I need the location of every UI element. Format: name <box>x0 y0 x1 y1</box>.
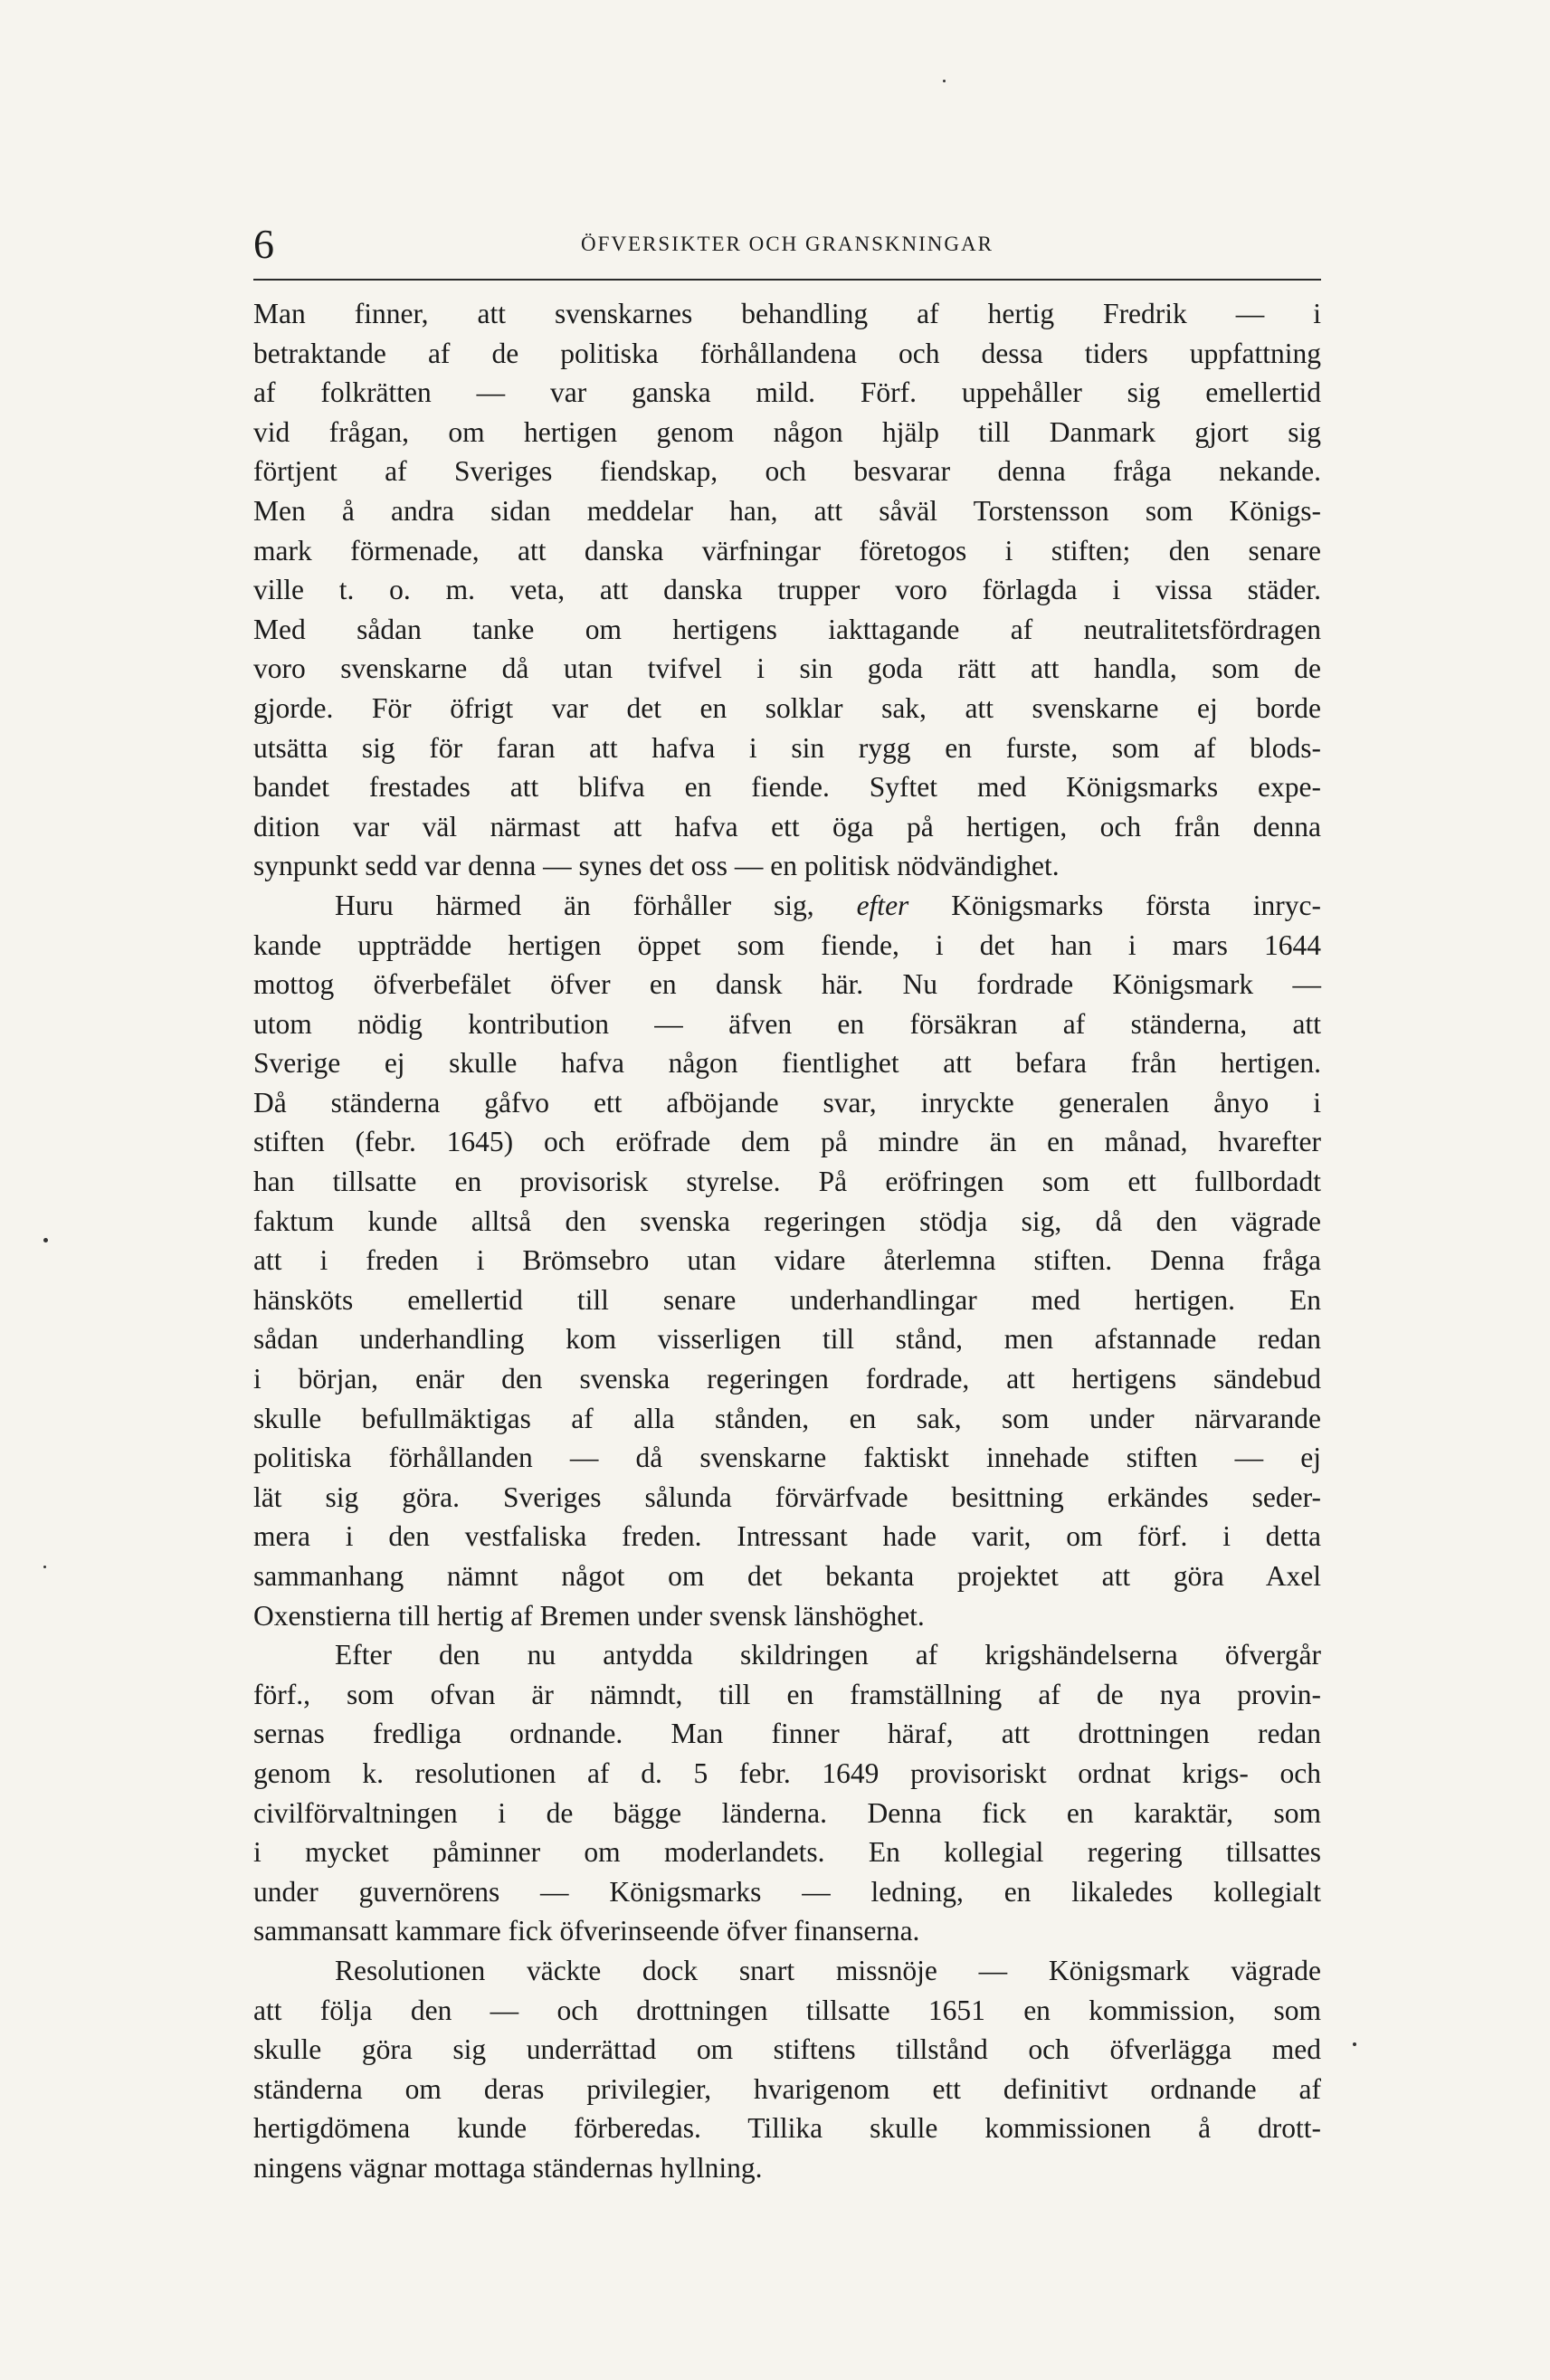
text-line: sammansatt kammare fick öfverinseende öfver finanserna. <box>253 1915 920 1947</box>
text-line: utsätta sig för faran att hafva i sin rygg en furste, som af blods- <box>253 731 1321 764</box>
text-line: Huru härmed än förhåller sig, efter Königsmarks första inryc- <box>335 889 1321 921</box>
text-line: ständerna om deras privilegier, hvarigenom ett definitivt ordnande af <box>253 2072 1321 2105</box>
text-line: genom k. resolutionen af d. 5 febr. 1649 provisoriskt ordnat krigs- och <box>253 1756 1321 1789</box>
page-number: 6 <box>253 221 274 267</box>
text-line: civilförvaltningen i de bägge länderna. Denna fick en karaktär, som <box>253 1796 1321 1829</box>
text-line: sammanhang nämnt något om det bekanta projektet att göra Axel <box>253 1560 1321 1592</box>
text-line: Då ständerna gåfvo ett afböjande svar, inryckte generalen ånyo i <box>253 1086 1321 1119</box>
text-line: vid frågan, om hertigen genom någon hjälp till Danmark gjort sig <box>253 415 1321 448</box>
text-line: mera i den vestfaliska freden. Intressant hade varit, om förf. i detta <box>253 1520 1321 1553</box>
text-line: sernas fredliga ordnande. Man finner häraf, att drottningen redan <box>253 1718 1321 1750</box>
text-line: Men å andra sidan meddelar han, att såväl Torstensson som Königs- <box>253 494 1321 527</box>
print-speck <box>43 1238 48 1242</box>
text-line: Man finner, att svenskarnes behandling af hertig Fredrik — i <box>253 298 1321 329</box>
print-speck <box>43 1566 46 1568</box>
text-line: förf., som ofvan är nämndt, till en framställning af de nya provin- <box>253 1678 1321 1710</box>
text-line: mark förmenade, att danska värfningar företogos i stiften; den senare <box>253 534 1321 566</box>
header-rule <box>253 279 1321 281</box>
paragraph <box>253 1951 1321 2188</box>
text-line: gjorde. För öfrigt var det en solklar sak, att svenskarne ej borde <box>253 691 1321 724</box>
paragraph <box>253 1635 1321 1951</box>
body-text <box>253 294 1321 2188</box>
text-line: förtjent af Sveriges fiendskap, och besvarar denna fråga nekande. <box>253 455 1321 488</box>
text-line: skulle befullmäktigas af alla stånden, en sak, som under närvarande <box>253 1402 1321 1434</box>
text-line: mottog öfverbefälet öfver en dansk här. Nu fordrade Königsmark — <box>253 968 1321 1001</box>
text-line: ningens vägnar mottaga ständernas hyllning. <box>253 2151 763 2184</box>
text-line: Resolutionen väckte dock snart missnöje — Königsmark vägrade <box>335 1954 1321 1986</box>
text-line: ville t. o. m. veta, att danska trupper voro förlagda i vissa städer. <box>253 574 1321 606</box>
text-line: Sverige ej skulle hafva någon fientlighet att befara från hertigen. <box>253 1047 1321 1080</box>
text-line: kande uppträdde hertigen öppet som fiende, i det han i mars 1644 <box>253 928 1321 961</box>
text-line: utom nödig kontribution — äfven en försäkran af ständerna, att <box>253 1007 1321 1040</box>
text-line: i början, enär den svenska regeringen fordrade, att hertigens sändebud <box>253 1363 1321 1395</box>
text-line: Efter den nu antydda skildringen af krigshändelserna öfvergår <box>335 1639 1321 1671</box>
text-line: skulle göra sig underrättad om stiftens tillstånd och öfverlägga med <box>253 2033 1321 2066</box>
paragraph <box>253 294 1321 886</box>
text-line: att i freden i Brömsebro utan vidare återlemna stiften. Denna fråga <box>253 1244 1321 1277</box>
text-line: Med sådan tanke om hertigens iakttagande af neutralitetsfördragen <box>253 613 1321 645</box>
text-line: hänsköts emellertid till senare underhandlingar med hertigen. En <box>253 1283 1321 1316</box>
text-line: hertigdömena kunde förberedas. Tillika skulle kommissionen å drott- <box>253 2112 1321 2145</box>
print-speck <box>1353 2042 1356 2046</box>
text-line: af folkrätten — var ganska mild. Förf. uppehåller sig emellertid <box>253 376 1321 409</box>
text-line: bandet frestades att blifva en fiende. Syftet med Königsmarks expe- <box>253 771 1321 804</box>
print-speck <box>943 80 946 82</box>
text-line: dition var väl närmast att hafva ett öga på hertigen, och från denna <box>253 810 1321 843</box>
text-line: stiften (febr. 1645) och eröfrade dem på mindre än en månad, hvarefter <box>253 1126 1321 1158</box>
running-head: ÖFVERSIKTER OCH GRANSKNINGAR <box>581 233 994 255</box>
text-line: politiska förhållanden — då svenskarne faktiskt innehade stiften — ej <box>253 1442 1321 1474</box>
text-line: Oxenstierna till hertig af Bremen under svensk länshöghet. <box>253 1599 925 1632</box>
text-line: synpunkt sedd var denna — synes det oss — en politisk nödvändighet. <box>253 850 1060 882</box>
text-line: voro svenskarne då utan tvifvel i sin goda rätt att handla, som de <box>253 652 1321 685</box>
text-line: betraktande af de politiska förhållandena och dessa tiders uppfattning <box>253 337 1321 369</box>
text-line: under guvernörens — Königsmarks — ledning, en likaledes kollegialt <box>253 1875 1321 1908</box>
text-line: han tillsatte en provisorisk styrelse. På eröfringen som ett fullbordadt <box>253 1166 1321 1198</box>
page-header <box>253 217 1321 271</box>
text-line: sådan underhandling kom visserligen till stånd, men afstannade redan <box>253 1323 1321 1356</box>
text-line: i mycket påminner om moderlandets. En kollegial regering tillsattes <box>253 1836 1321 1869</box>
text-line: att följa den — och drottningen tillsatte 1651 en kommission, som <box>253 1994 1321 2026</box>
paragraph <box>253 886 1321 1635</box>
text-line: faktum kunde alltså den svenska regeringen stödja sig, då den vägrade <box>253 1204 1321 1237</box>
text-line: lät sig göra. Sveriges sålunda förvärfvade besittning erkändes seder- <box>253 1480 1321 1513</box>
